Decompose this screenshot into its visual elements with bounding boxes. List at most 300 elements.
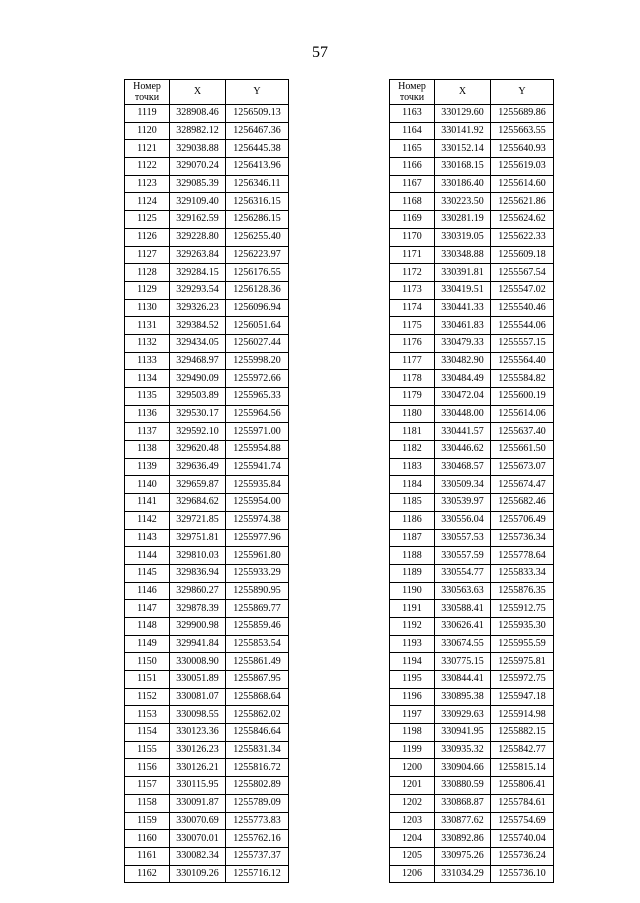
table-row	[125, 228, 289, 246]
cell-x: 329293.54	[170, 281, 226, 299]
cell-point-number: 1185	[390, 494, 435, 512]
cell-y: 1255663.55	[491, 122, 554, 140]
cell-x: 330880.59	[435, 777, 491, 795]
table-header-row	[390, 80, 554, 105]
cell-x: 329900.98	[170, 617, 226, 635]
table-row	[390, 706, 554, 724]
cell-point-number: 1125	[125, 211, 170, 229]
table-row	[390, 352, 554, 370]
cell-y: 1255971.00	[226, 423, 289, 441]
cell-y: 1255736.34	[491, 529, 554, 547]
cell-y: 1255868.64	[226, 688, 289, 706]
table-row	[390, 388, 554, 406]
cell-x: 330152.14	[435, 140, 491, 158]
cell-y: 1256413.96	[226, 158, 289, 176]
table-row	[125, 158, 289, 176]
cell-x: 330008.90	[170, 653, 226, 671]
cell-y: 1255806.41	[491, 777, 554, 795]
cell-x: 330091.87	[170, 794, 226, 812]
cell-point-number: 1178	[390, 370, 435, 388]
cell-point-number: 1147	[125, 600, 170, 618]
cell-x: 329038.88	[170, 140, 226, 158]
cell-y: 1255933.29	[226, 564, 289, 582]
table-row	[125, 405, 289, 423]
table-row	[125, 441, 289, 459]
cell-point-number: 1141	[125, 494, 170, 512]
cell-point-number: 1191	[390, 600, 435, 618]
cell-x: 328982.12	[170, 122, 226, 140]
cell-point-number: 1192	[390, 617, 435, 635]
cell-x: 329109.40	[170, 193, 226, 211]
table-row	[125, 494, 289, 512]
table-row	[390, 600, 554, 618]
cell-y: 1255941.74	[226, 458, 289, 476]
cell-x: 330281.19	[435, 211, 491, 229]
table-row	[390, 281, 554, 299]
cell-y: 1255640.93	[491, 140, 554, 158]
cell-y: 1255846.64	[226, 724, 289, 742]
cell-y: 1256223.97	[226, 246, 289, 264]
cell-x: 330472.04	[435, 388, 491, 406]
cell-y: 1255567.54	[491, 264, 554, 282]
cell-x: 329860.27	[170, 582, 226, 600]
cell-x: 330892.86	[435, 830, 491, 848]
cell-x: 330223.50	[435, 193, 491, 211]
cell-x: 330935.32	[435, 741, 491, 759]
table-row	[390, 458, 554, 476]
header-point-number	[390, 80, 435, 105]
cell-x: 330539.97	[435, 494, 491, 512]
cell-y: 1255754.69	[491, 812, 554, 830]
table-row	[390, 228, 554, 246]
cell-y: 1255972.66	[226, 370, 289, 388]
cell-x: 330070.01	[170, 830, 226, 848]
cell-y: 1255935.84	[226, 476, 289, 494]
cell-point-number: 1158	[125, 794, 170, 812]
cell-x: 329490.09	[170, 370, 226, 388]
cell-y: 1255773.83	[226, 812, 289, 830]
cell-y: 1255935.30	[491, 617, 554, 635]
cell-y: 1255815.14	[491, 759, 554, 777]
cell-y: 1255867.95	[226, 671, 289, 689]
cell-point-number: 1200	[390, 759, 435, 777]
table-row	[390, 370, 554, 388]
coordinates-table-right	[389, 79, 554, 883]
table-row	[390, 140, 554, 158]
cell-point-number: 1162	[125, 865, 170, 883]
cell-y: 1255624.62	[491, 211, 554, 229]
cell-y: 1255975.81	[491, 653, 554, 671]
cell-y: 1255977.96	[226, 529, 289, 547]
cell-point-number: 1120	[125, 122, 170, 140]
cell-y: 1255965.33	[226, 388, 289, 406]
cell-point-number: 1206	[390, 865, 435, 883]
cell-y: 1255716.12	[226, 865, 289, 883]
cell-x: 330482.90	[435, 352, 491, 370]
cell-y: 1256255.40	[226, 228, 289, 246]
cell-y: 1256051.64	[226, 317, 289, 335]
cell-point-number: 1163	[390, 105, 435, 123]
cell-y: 1255869.77	[226, 600, 289, 618]
cell-y: 1255736.10	[491, 865, 554, 883]
cell-y: 1255619.03	[491, 158, 554, 176]
cell-x: 329503.89	[170, 388, 226, 406]
cell-x: 330468.57	[435, 458, 491, 476]
cell-x: 329878.39	[170, 600, 226, 618]
cell-x: 330051.89	[170, 671, 226, 689]
table-row	[125, 617, 289, 635]
cell-point-number: 1196	[390, 688, 435, 706]
cell-x: 330556.04	[435, 511, 491, 529]
cell-y: 1255955.59	[491, 635, 554, 653]
cell-y: 1255912.75	[491, 600, 554, 618]
table-row	[125, 830, 289, 848]
table-row	[125, 334, 289, 352]
cell-point-number: 1140	[125, 476, 170, 494]
cell-y: 1255673.07	[491, 458, 554, 476]
cell-point-number: 1126	[125, 228, 170, 246]
header-point-line1: Номер	[133, 81, 161, 92]
cell-x: 330115.95	[170, 777, 226, 795]
cell-x: 329751.81	[170, 529, 226, 547]
table-row	[390, 441, 554, 459]
cell-point-number: 1205	[390, 847, 435, 865]
table-row	[390, 317, 554, 335]
table-row	[125, 706, 289, 724]
cell-point-number: 1167	[390, 175, 435, 193]
cell-x: 330479.33	[435, 334, 491, 352]
cell-x: 330877.62	[435, 812, 491, 830]
cell-y: 1255833.34	[491, 564, 554, 582]
cell-x: 330319.05	[435, 228, 491, 246]
cell-x: 329684.62	[170, 494, 226, 512]
cell-point-number: 1204	[390, 830, 435, 848]
table-row	[125, 317, 289, 335]
cell-x: 329659.87	[170, 476, 226, 494]
cell-x: 329434.05	[170, 334, 226, 352]
cell-point-number: 1152	[125, 688, 170, 706]
cell-y: 1256096.94	[226, 299, 289, 317]
table-row	[125, 175, 289, 193]
cell-y: 1255547.02	[491, 281, 554, 299]
cell-point-number: 1138	[125, 441, 170, 459]
table-row	[125, 193, 289, 211]
table-row	[390, 582, 554, 600]
cell-x: 330419.51	[435, 281, 491, 299]
header-point-line1: Номер	[398, 81, 426, 92]
cell-point-number: 1199	[390, 741, 435, 759]
cell-point-number: 1176	[390, 334, 435, 352]
cell-x: 330626.41	[435, 617, 491, 635]
cell-point-number: 1157	[125, 777, 170, 795]
cell-x: 330975.26	[435, 847, 491, 865]
cell-point-number: 1190	[390, 582, 435, 600]
cell-point-number: 1193	[390, 635, 435, 653]
table-row	[125, 564, 289, 582]
cell-x: 329836.94	[170, 564, 226, 582]
cell-x: 329284.15	[170, 264, 226, 282]
cell-x: 330868.87	[435, 794, 491, 812]
cell-x: 329263.84	[170, 246, 226, 264]
cell-y: 1255972.75	[491, 671, 554, 689]
cell-y: 1255954.88	[226, 441, 289, 459]
table-row	[390, 724, 554, 742]
cell-y: 1255816.72	[226, 759, 289, 777]
cell-y: 1255890.95	[226, 582, 289, 600]
table-row	[125, 741, 289, 759]
cell-y: 1255637.40	[491, 423, 554, 441]
cell-y: 1256027.44	[226, 334, 289, 352]
cell-y: 1255876.35	[491, 582, 554, 600]
cell-point-number: 1179	[390, 388, 435, 406]
cell-y: 1255802.89	[226, 777, 289, 795]
cell-point-number: 1148	[125, 617, 170, 635]
cell-point-number: 1189	[390, 564, 435, 582]
table-row	[125, 105, 289, 123]
table-row	[390, 211, 554, 229]
table-row	[390, 671, 554, 689]
cell-point-number: 1135	[125, 388, 170, 406]
cell-point-number: 1142	[125, 511, 170, 529]
cell-point-number: 1171	[390, 246, 435, 264]
cell-point-number: 1134	[125, 370, 170, 388]
table-row	[125, 211, 289, 229]
cell-point-number: 1127	[125, 246, 170, 264]
table-row	[390, 405, 554, 423]
cell-point-number: 1188	[390, 547, 435, 565]
cell-y: 1255706.49	[491, 511, 554, 529]
cell-y: 1256509.13	[226, 105, 289, 123]
cell-x: 330109.26	[170, 865, 226, 883]
table-row	[125, 865, 289, 883]
table-row	[390, 777, 554, 795]
table-body	[125, 105, 289, 883]
cell-point-number: 1145	[125, 564, 170, 582]
cell-x: 329384.52	[170, 317, 226, 335]
table-row	[125, 423, 289, 441]
cell-x: 330098.55	[170, 706, 226, 724]
table-row	[390, 193, 554, 211]
cell-y: 1255998.20	[226, 352, 289, 370]
cell-point-number: 1203	[390, 812, 435, 830]
cell-y: 1255689.86	[491, 105, 554, 123]
header-x: X	[170, 80, 226, 105]
cell-y: 1255862.02	[226, 706, 289, 724]
cell-point-number: 1173	[390, 281, 435, 299]
cell-point-number: 1133	[125, 352, 170, 370]
cell-y: 1255557.15	[491, 334, 554, 352]
table-row	[125, 281, 289, 299]
cell-x: 329070.24	[170, 158, 226, 176]
cell-x: 330674.55	[435, 635, 491, 653]
table-row	[390, 494, 554, 512]
cell-point-number: 1128	[125, 264, 170, 282]
cell-y: 1255831.34	[226, 741, 289, 759]
cell-point-number: 1197	[390, 706, 435, 724]
cell-x: 329941.84	[170, 635, 226, 653]
table-row	[125, 635, 289, 653]
cell-y: 1256445.38	[226, 140, 289, 158]
cell-x: 329620.48	[170, 441, 226, 459]
table-row	[125, 299, 289, 317]
cell-point-number: 1122	[125, 158, 170, 176]
cell-point-number: 1132	[125, 334, 170, 352]
cell-x: 330348.88	[435, 246, 491, 264]
cell-point-number: 1182	[390, 441, 435, 459]
table-row	[125, 600, 289, 618]
cell-y: 1255737.37	[226, 847, 289, 865]
cell-y: 1255914.98	[491, 706, 554, 724]
table-row	[125, 246, 289, 264]
cell-point-number: 1168	[390, 193, 435, 211]
cell-point-number: 1202	[390, 794, 435, 812]
cell-point-number: 1129	[125, 281, 170, 299]
cell-x: 330129.60	[435, 105, 491, 123]
cell-x: 330446.62	[435, 441, 491, 459]
cell-x: 330126.23	[170, 741, 226, 759]
table-row	[125, 688, 289, 706]
cell-point-number: 1159	[125, 812, 170, 830]
cell-x: 330461.83	[435, 317, 491, 335]
table-row	[125, 458, 289, 476]
cell-point-number: 1177	[390, 352, 435, 370]
cell-point-number: 1154	[125, 724, 170, 742]
header-point-line2: точки	[399, 92, 425, 103]
cell-x: 330895.38	[435, 688, 491, 706]
cell-point-number: 1184	[390, 476, 435, 494]
table-row	[125, 476, 289, 494]
cell-point-number: 1198	[390, 724, 435, 742]
cell-x: 329085.39	[170, 175, 226, 193]
cell-y: 1255842.77	[491, 741, 554, 759]
table-row	[125, 759, 289, 777]
table-row	[390, 511, 554, 529]
cell-x: 330123.36	[170, 724, 226, 742]
cell-point-number: 1119	[125, 105, 170, 123]
cell-y: 1255540.46	[491, 299, 554, 317]
cell-x: 330775.15	[435, 653, 491, 671]
cell-x: 329530.17	[170, 405, 226, 423]
table-row	[390, 794, 554, 812]
table-row	[390, 653, 554, 671]
table-row	[125, 671, 289, 689]
cell-x: 331034.29	[435, 865, 491, 883]
cell-point-number: 1201	[390, 777, 435, 795]
cell-y: 1255674.47	[491, 476, 554, 494]
header-x: X	[435, 80, 491, 105]
cell-x: 330168.15	[435, 158, 491, 176]
header-y: Y	[491, 80, 554, 105]
cell-x: 330557.53	[435, 529, 491, 547]
table-row	[390, 741, 554, 759]
cell-point-number: 1121	[125, 140, 170, 158]
cell-point-number: 1137	[125, 423, 170, 441]
cell-point-number: 1146	[125, 582, 170, 600]
cell-y: 1255614.60	[491, 175, 554, 193]
table-row	[390, 246, 554, 264]
cell-y: 1255682.46	[491, 494, 554, 512]
cell-point-number: 1143	[125, 529, 170, 547]
cell-point-number: 1187	[390, 529, 435, 547]
cell-point-number: 1172	[390, 264, 435, 282]
cell-y: 1256128.36	[226, 281, 289, 299]
cell-x: 330082.34	[170, 847, 226, 865]
cell-x: 330070.69	[170, 812, 226, 830]
table-row	[125, 812, 289, 830]
cell-y: 1255736.24	[491, 847, 554, 865]
table-row	[390, 122, 554, 140]
table-row	[390, 812, 554, 830]
table-row	[125, 582, 289, 600]
cell-point-number: 1175	[390, 317, 435, 335]
table-row	[390, 688, 554, 706]
cell-y: 1255789.09	[226, 794, 289, 812]
cell-y: 1255621.86	[491, 193, 554, 211]
cell-x: 330588.41	[435, 600, 491, 618]
cell-x: 330554.77	[435, 564, 491, 582]
table-row	[390, 264, 554, 282]
cell-x: 330081.07	[170, 688, 226, 706]
cell-y: 1255861.49	[226, 653, 289, 671]
cell-y: 1255661.50	[491, 441, 554, 459]
cell-x: 328908.46	[170, 105, 226, 123]
cell-y: 1255778.64	[491, 547, 554, 565]
table-row	[390, 865, 554, 883]
table-row	[390, 635, 554, 653]
table-row	[390, 529, 554, 547]
cell-y: 1255784.61	[491, 794, 554, 812]
table-row	[390, 830, 554, 848]
cell-point-number: 1156	[125, 759, 170, 777]
header-y: Y	[226, 80, 289, 105]
table-row	[125, 511, 289, 529]
cell-point-number: 1131	[125, 317, 170, 335]
cell-point-number: 1165	[390, 140, 435, 158]
cell-x: 329810.03	[170, 547, 226, 565]
cell-y: 1255614.06	[491, 405, 554, 423]
header-point-number	[125, 80, 170, 105]
cell-point-number: 1180	[390, 405, 435, 423]
cell-point-number: 1170	[390, 228, 435, 246]
table-row	[390, 476, 554, 494]
header-point-line2: точки	[134, 92, 160, 103]
table-row	[125, 847, 289, 865]
table-row	[390, 617, 554, 635]
cell-y: 1255947.18	[491, 688, 554, 706]
table-row	[125, 388, 289, 406]
cell-x: 329636.49	[170, 458, 226, 476]
cell-x: 330844.41	[435, 671, 491, 689]
cell-point-number: 1166	[390, 158, 435, 176]
cell-y: 1255964.56	[226, 405, 289, 423]
table-row	[125, 794, 289, 812]
cell-y: 1255609.18	[491, 246, 554, 264]
cell-point-number: 1160	[125, 830, 170, 848]
cell-y: 1256176.55	[226, 264, 289, 282]
cell-y: 1255762.16	[226, 830, 289, 848]
cell-y: 1255853.54	[226, 635, 289, 653]
cell-y: 1255584.82	[491, 370, 554, 388]
cell-point-number: 1164	[390, 122, 435, 140]
table-row	[390, 547, 554, 565]
cell-y: 1255600.19	[491, 388, 554, 406]
cell-y: 1256286.15	[226, 211, 289, 229]
table-row	[390, 759, 554, 777]
cell-point-number: 1194	[390, 653, 435, 671]
cell-x: 329468.97	[170, 352, 226, 370]
table-row	[125, 529, 289, 547]
table-row	[390, 299, 554, 317]
